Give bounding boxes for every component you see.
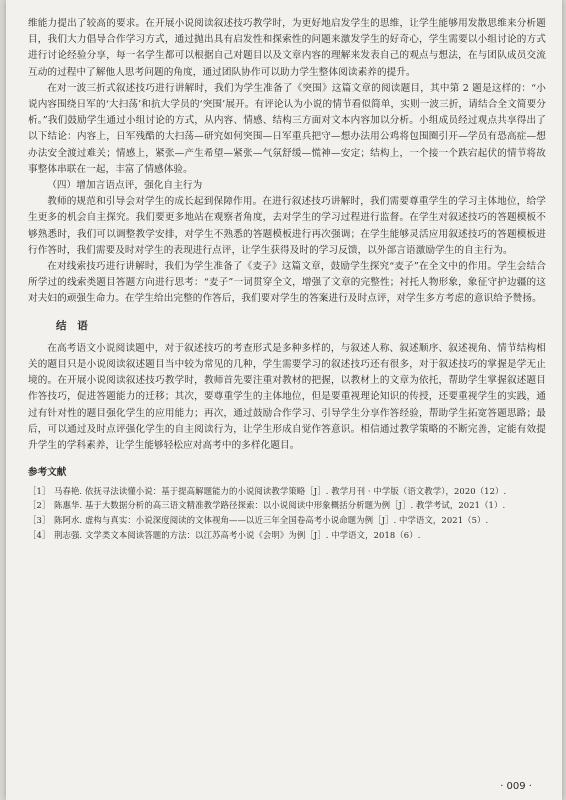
- paragraph: 在对线索技巧进行讲解时，我们为学生准备了《麦子》这篇文章，鼓励学生探究“麦子”在全文中的作用。学生会结合所学过的线索类题目答题方向进行思考：“麦子”一词贯穿全文，增强了文章的完整性；衬托人物形象，象征守护边疆的这对夫妇的顽强生命力。在学生给出完整的作答后，我们要对学生的答案进行及时点评，对学生多方考虑的意识给予赞扬。: [28, 261, 546, 305]
- reference-text: 陈惠华. 基于大数据分析的高三语文精准教学路径探索：以小说阅读中形象概括分析题为例［J］. 教学考试，2021（1）.: [54, 500, 506, 511]
- reference-text: 荆志强. 文学类文本阅读答题的方法：以江苏高考小说《会明》为例［J］. 中学语文，2018（6）.: [54, 529, 421, 540]
- reference-number: ［2］: [28, 500, 51, 511]
- reference-item: [28, 484, 546, 499]
- paragraph: 维能力提出了较高的要求。在开展小说阅读叙述技巧教学时，为更好地启发学生的思维，让学生能够用发散思维来分析题目，我们大力倡导合作学习方式，通过抛出具有启发性和探索性的问题来激发学生的好奇心，学生需要以小组讨论的方式进行讨论经验分享，每一名学生都可以根据自己对题目以及文章内容的理解来发表自己的观点与想法，在与团队成员交流互动的过程中了解他人思考问题的角度，通过团队协作可以助力学生整体阅读素养的提升。: [28, 18, 546, 78]
- article-body: [28, 16, 546, 542]
- paragraph: 教师的规范和引导会对学生的成长起到保障作用。在进行叙述技巧讲解时，我们需要尊重学生的学习主体地位，给学生更多的机会自主探究。我们要更多地站在观察者角度，去对学生的学习过程进行监督。在学生对叙述技巧的答题模板不够熟悉时，我们可以调整教学安排，对学生不熟悉的答题模板进行再次强调；在学生能够灵活应用叙述技巧的答题模板进行作答时，我们需要及时对学生的表现进行点评，让学生获得及时的学习反馈，以外部言语激励学生的自主行为。: [28, 196, 546, 256]
- reference-text: 马春艳. 依抚寻法读懂小说：基于提高解题能力的小说阅读教学策略［J］. 教学月刊 · 中学版（语文教学），2020（12）.: [54, 485, 507, 496]
- references-title: 参考文献: [28, 467, 67, 479]
- references-section: [28, 466, 546, 542]
- reference-text: 陈阿水. 虚构与真实：小说深度阅读的文体视角——以近三年全国卷高考小说命题为例［J］. 中学语文，2021（5）.: [54, 515, 489, 526]
- paragraph: 在对一波三折式叙述技巧进行讲解时，我们为学生准备了《突围》这篇文章的阅读题目，其中第 2 题是这样的：“小说内容围绕日军的‘大扫荡’和抗大学员的‘突围’展开。有评论认为小说的情节看似简单，实则一波三折，请结合全文简要分析。”我们鼓励学生通过小组讨论的方式，从内容、情感、结构三方面对文本内容加以分析。小组成员经过观点共享得出了以下结论：内容上，日军残酷的大扫荡—研究如何突围—日军重兵把守—想办法用公鸡将包围圈引开—学员有恐高症—想办法安全渡过难关；情感上，紧张—产生希望—紧张—气氛舒缓—慌神—安定；结构上，一个接一个跌宕起伏的情节将故事整体串联在一起，丰富了情感体验。: [28, 82, 546, 175]
- paragraph: 在高考语文小说阅读题中，对于叙述技巧的考查形式是多种多样的，与叙述人称、叙述顺序、叙述视角、情节结构相关的题目只是小说阅读叙述题目当中较为常见的几种，学生需要学习的叙述技巧还有很多，对于叙述技巧的掌握是学无止境的。在开展小说阅读叙述技巧教学时，教师首先要注重对教材的把握，以教材上的文章为依托，帮助学生掌握叙述题目作答技巧，促进答题能力的迁移；其次，要尊重学生的主体地位，但是要重视理论知识的传授，还要重视学生的实践，通过有针对性的题目强化学生的应用能力；再次，通过鼓励合作学习、引导学生分享作答经验，帮助学生拓宽答题思路；最后，可以通过及时点评强化学生的自主阅读行为，让学生形成自觉作答意识。相信通过教学策略的不断完善，定能有效提升学生的学科素养，让学生能够轻松应对高考中的多样化题目。: [28, 342, 546, 452]
- reference-number: ［1］: [28, 485, 51, 496]
- section-subheading: （四）增加言语点评，强化自主行为: [47, 180, 203, 192]
- reference-number: ［4］: [28, 529, 51, 540]
- reference-number: ［3］: [28, 515, 51, 526]
- reference-item: [28, 498, 546, 513]
- page-number: · 009 ·: [500, 781, 532, 792]
- reference-item: [28, 513, 546, 528]
- paper-page: [6, 0, 562, 800]
- reference-item: [28, 528, 546, 543]
- conclusion-heading: 结 语: [56, 319, 88, 332]
